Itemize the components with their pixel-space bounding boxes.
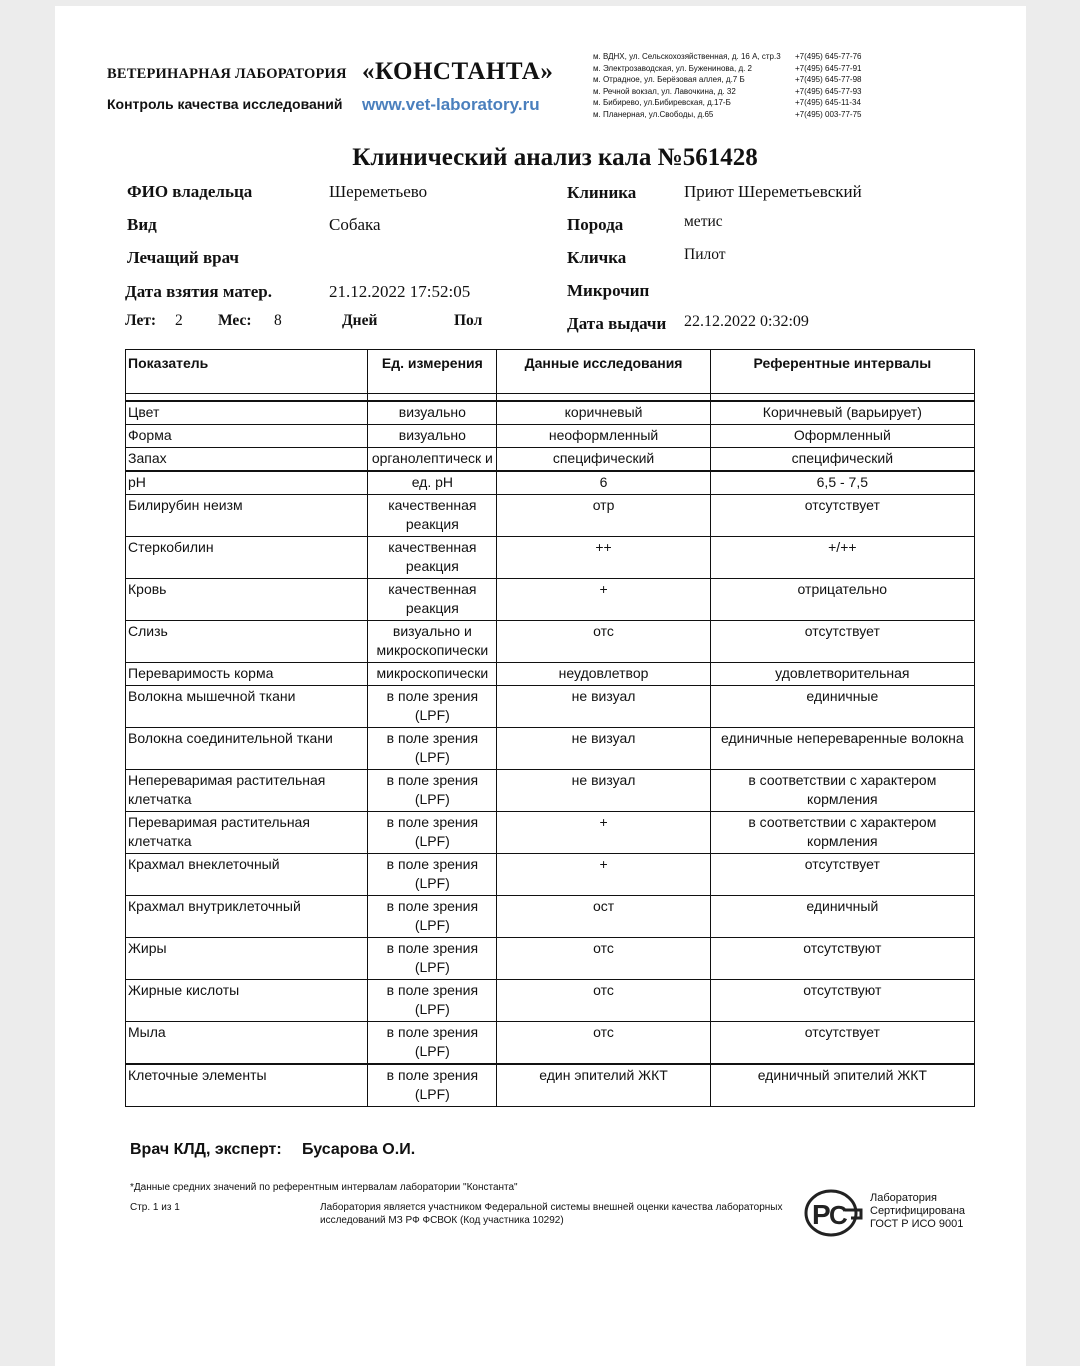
address-row <box>593 109 875 121</box>
result-cell: неудовлетвор <box>497 663 710 686</box>
nickname-value: Пилот <box>684 246 726 263</box>
sample-date-value: 21.12.2022 17:52:05 <box>329 282 471 301</box>
table-row <box>126 728 975 770</box>
table-row <box>126 425 975 448</box>
phone: +7(495) 645-77-91 <box>795 63 862 73</box>
unit-cell: в поле зрения (LPF) <box>368 938 497 980</box>
lab-website-link[interactable]: www.vet-laboratory.ru <box>362 95 540 114</box>
phone: +7(495) 645-77-76 <box>795 52 862 61</box>
address: м. Планерная, ул.Свободы, д.65 <box>593 109 714 119</box>
address-row <box>593 74 875 86</box>
table-row <box>126 770 975 812</box>
days-label: Дней <box>342 312 378 329</box>
lab-name: ВЕТЕРИНАРНАЯ ЛАБОРАТОРИЯ <box>107 66 347 82</box>
svg-text:P: P <box>812 1199 831 1230</box>
unit-cell: органолептическ и <box>368 448 497 472</box>
reference-cell: в соответствии с характером кормления <box>710 770 974 812</box>
certification-text <box>870 1192 965 1231</box>
indicator-cell: Мыла <box>126 1022 368 1065</box>
results-table <box>125 349 975 1107</box>
unit-cell: в поле зрения (LPF) <box>368 686 497 728</box>
expert-name: Бусарова О.И. <box>302 1141 416 1158</box>
phone: +7(495) 645-11-34 <box>795 98 861 107</box>
indicator-cell: Крахмал внеклеточный <box>126 854 368 896</box>
indicator-cell: Переваримость корма <box>126 663 368 686</box>
indicator-cell: Цвет <box>126 401 368 425</box>
reference-cell: отсутствуют <box>710 938 974 980</box>
table-row <box>126 495 975 537</box>
column-header: Референтные интервалы <box>710 350 974 394</box>
spacer-cell <box>710 394 974 402</box>
result-cell: ост <box>497 896 710 938</box>
reference-cell: единичный эпителий ЖКТ <box>710 1064 974 1107</box>
reference-cell: специфический <box>710 448 974 472</box>
reference-cell: в соответствии с характером кормления <box>710 812 974 854</box>
clinic-label: Клиника <box>567 183 637 202</box>
clinic-value: Приют Шереметьевский <box>684 182 862 201</box>
result-cell: 6 <box>497 471 710 495</box>
indicator-cell: Запах <box>126 448 368 472</box>
table-header-row <box>126 350 975 394</box>
reference-cell: Оформленный <box>710 425 974 448</box>
address-row <box>593 97 875 109</box>
doctor-label: Лечащий врач <box>127 248 239 267</box>
result-cell: отс <box>497 938 710 980</box>
unit-cell: в поле зрения (LPF) <box>368 1064 497 1107</box>
table-row <box>126 1064 975 1107</box>
issue-date-label: Дата выдачи <box>567 314 667 333</box>
indicator-cell: Переваримая растительная клетчатка <box>126 812 368 854</box>
document-title: Клинический анализ кала №561428 <box>352 144 758 171</box>
reference-cell: Коричневый (варьирует) <box>710 401 974 425</box>
footnote: *Данные средних значений по референтным интервалам лаборатории "Константа" <box>130 1182 518 1193</box>
table-row <box>126 471 975 495</box>
reference-cell: отсутствует <box>710 495 974 537</box>
table-row <box>126 663 975 686</box>
expert-label: Врач КЛД, эксперт: <box>130 1141 282 1158</box>
result-cell: + <box>497 854 710 896</box>
unit-cell: в поле зрения (LPF) <box>368 1022 497 1065</box>
owner-label: ФИО владельца <box>127 182 253 201</box>
species-value: Собака <box>329 215 381 234</box>
reference-cell: отсутствуют <box>710 980 974 1022</box>
table-row <box>126 896 975 938</box>
result-cell: коричневый <box>497 401 710 425</box>
unit-cell: в поле зрения (LPF) <box>368 728 497 770</box>
svg-text:C: C <box>829 1200 848 1230</box>
table-row <box>126 1022 975 1065</box>
sex-label: Пол <box>454 312 483 329</box>
result-cell: специфический <box>497 448 710 472</box>
months-value: 8 <box>274 312 282 329</box>
reference-cell: отрицательно <box>710 579 974 621</box>
fsvok-note: Лаборатория является участником Федеральной системы внешней оценки качества лабораторных исследований МЗ РФ ФСВОК (Код участника 10292) <box>320 1202 783 1226</box>
nickname-label: Кличка <box>567 248 627 267</box>
reference-cell: отсутствует <box>710 1022 974 1065</box>
address: м. Бибирево, ул.Бибиревская, д.17-Б <box>593 98 731 107</box>
result-cell: отс <box>497 1022 710 1065</box>
indicator-cell: Кровь <box>126 579 368 621</box>
table-row <box>126 537 975 579</box>
address-list <box>593 51 875 120</box>
breed-label: Порода <box>567 215 624 234</box>
unit-cell: в поле зрения (LPF) <box>368 896 497 938</box>
result-cell: неоформленный <box>497 425 710 448</box>
table-row <box>126 980 975 1022</box>
reference-cell: 6,5 - 7,5 <box>710 471 974 495</box>
table-body <box>126 394 975 1107</box>
years-value: 2 <box>175 312 183 329</box>
reference-cell: удовлетворительная <box>710 663 974 686</box>
document-page <box>55 6 1026 1366</box>
indicator-cell: Стеркобилин <box>126 537 368 579</box>
table-row <box>126 854 975 896</box>
spacer-cell <box>126 394 368 402</box>
indicator-cell: pH <box>126 471 368 495</box>
owner-value: Шереметьево <box>329 182 428 201</box>
table-row <box>126 812 975 854</box>
unit-cell: в поле зрения (LPF) <box>368 980 497 1022</box>
reference-cell: единичные <box>710 686 974 728</box>
table-row <box>126 938 975 980</box>
unit-cell: микроскопически <box>368 663 497 686</box>
column-header: Данные исследования <box>497 350 710 394</box>
table-row <box>126 448 975 472</box>
unit-cell: ед. pH <box>368 471 497 495</box>
address-row <box>593 51 875 63</box>
phone: +7(495) 645-77-98 <box>795 75 862 84</box>
reference-cell: единичный <box>710 896 974 938</box>
months-label: Мес: <box>218 312 252 329</box>
certification-logo-icon <box>803 1188 865 1238</box>
lab-tagline: Контроль качества исследований <box>107 96 343 112</box>
issue-date-value: 22.12.2022 0:32:09 <box>684 313 809 330</box>
result-cell: един эпителий ЖКТ <box>497 1064 710 1107</box>
lab-brand: «КОНСТАНТА» <box>362 58 554 85</box>
unit-cell: в поле зрения (LPF) <box>368 854 497 896</box>
reference-cell: отсутствует <box>710 854 974 896</box>
unit-cell: качественная реакция <box>368 537 497 579</box>
years-label: Лет: <box>125 312 157 329</box>
result-cell: + <box>497 579 710 621</box>
cert-line: ГОСТ Р ИСО 9001 <box>870 1218 964 1230</box>
result-cell: не визуал <box>497 770 710 812</box>
result-cell: отр <box>497 495 710 537</box>
address: м. Электрозаводская, ул. Буженинова, д. 2 <box>593 63 753 73</box>
breed-value: метис <box>684 213 723 230</box>
table-row <box>126 621 975 663</box>
table-row <box>126 579 975 621</box>
table-row <box>126 401 975 425</box>
address: м. Отрадное, ул. Берёзовая аллея, д.7 Б <box>593 75 745 84</box>
unit-cell: в поле зрения (LPF) <box>368 812 497 854</box>
phone: +7(495) 645-77-93 <box>795 86 862 96</box>
result-cell: не визуал <box>497 686 710 728</box>
cert-line: Сертифицирована <box>870 1205 966 1217</box>
spacer-cell <box>368 394 497 402</box>
indicator-cell: Волокна соединительной ткани <box>126 728 368 770</box>
result-cell: отс <box>497 621 710 663</box>
reference-cell: единичные непереваренные волокна <box>710 728 974 770</box>
indicator-cell: Волокна мышечной ткани <box>126 686 368 728</box>
header-spacer-row <box>126 394 975 402</box>
reference-cell: отсутствует <box>710 621 974 663</box>
column-header: Показатель <box>126 350 368 394</box>
spacer-cell <box>497 394 710 402</box>
result-cell: ++ <box>497 537 710 579</box>
indicator-cell: Жиры <box>126 938 368 980</box>
address: м. Речной вокзал, ул. Лавочкина, д. 32 <box>593 86 736 96</box>
indicator-cell: Слизь <box>126 621 368 663</box>
indicator-cell: Крахмал внутриклеточный <box>126 896 368 938</box>
indicator-cell: Клеточные элементы <box>126 1064 368 1107</box>
result-cell: + <box>497 812 710 854</box>
address-row <box>593 86 875 98</box>
unit-cell: визуально <box>368 401 497 425</box>
result-cell: не визуал <box>497 728 710 770</box>
unit-cell: в поле зрения (LPF) <box>368 770 497 812</box>
column-header: Ед. измерения <box>368 350 497 394</box>
unit-cell: визуально <box>368 425 497 448</box>
sample-date-label: Дата взятия матер. <box>125 282 272 301</box>
table-row <box>126 686 975 728</box>
reference-cell: +/++ <box>710 537 974 579</box>
indicator-cell: Непереваримая растительная клетчатка <box>126 770 368 812</box>
page-number: Стр. 1 из 1 <box>130 1202 180 1213</box>
result-cell: отс <box>497 980 710 1022</box>
address: м. ВДНХ, ул. Сельскохозяйственная, д. 16 А, стр.3 <box>593 52 781 61</box>
address-row <box>593 63 875 75</box>
indicator-cell: Билирубин неизм <box>126 495 368 537</box>
unit-cell: качественная реакция <box>368 495 497 537</box>
species-label: Вид <box>127 215 157 234</box>
indicator-cell: Жирные кислоты <box>126 980 368 1022</box>
cert-line: Лаборатория <box>870 1192 937 1204</box>
indicator-cell: Форма <box>126 425 368 448</box>
unit-cell: качественная реакция <box>368 579 497 621</box>
phone: +7(495) 003-77-75 <box>795 109 862 119</box>
unit-cell: визуально и микроскопически <box>368 621 497 663</box>
microchip-label: Микрочип <box>567 281 650 300</box>
